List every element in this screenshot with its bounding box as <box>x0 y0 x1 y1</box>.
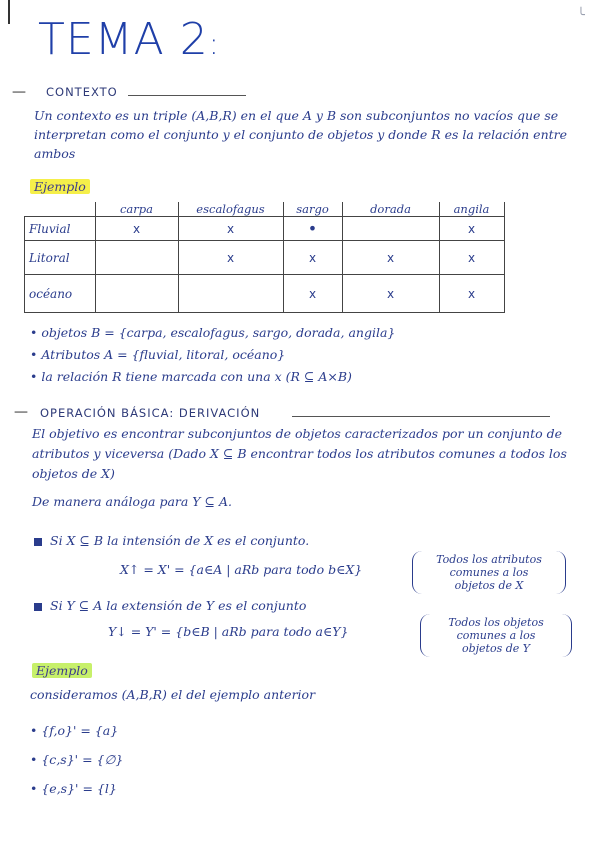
corner-mark: ╰ <box>577 8 585 23</box>
table-row <box>25 275 505 313</box>
list-item: • {c,s}' = {∅} <box>30 752 124 767</box>
extension-line <box>34 598 306 613</box>
contexto-dash: — <box>12 84 26 100</box>
operacion-text: El objetivo es encontrar subconjuntos de objetos caracterizados por un conjunto de atributos y viceversa (Dado X ⊆ B encontrar todos los atributos comunes a todos los objetos de X) <box>32 426 567 481</box>
list-item: • {e,s}' = {l} <box>30 781 117 796</box>
intension-formula: X↑ = X' = {a∈A | aRb para todo b∈X} <box>120 562 363 577</box>
intension-note <box>412 551 566 594</box>
table-row <box>25 217 505 241</box>
table-cell <box>342 217 439 241</box>
list-item: • objetos B = {carpa, escalofagus, sargo, dorada, angila} <box>30 325 396 340</box>
bullet-text: Atributos A = {fluvial, litoral, océano} <box>41 347 286 362</box>
ejemplo2-label <box>32 663 92 678</box>
extension-text: Si Y ⊆ A la extensión de Y es el conjunto <box>50 598 307 613</box>
table-cell: x <box>283 275 342 313</box>
note-line: objetos de Y <box>461 642 531 655</box>
note-line: Todos los atributos <box>436 553 542 566</box>
ejemplo2-block <box>30 686 315 803</box>
ejemplo2-highlight: Ejemplo <box>32 663 92 678</box>
ejemplo2-intro: consideramos (A,B,R) el del ejemplo anterior <box>30 687 316 702</box>
row-header: Litoral <box>25 241 96 275</box>
table-cell: x <box>439 241 504 275</box>
list-item: • la relación R tiene marcada con una x (R ⊆ A×B) <box>30 369 352 384</box>
note-line: comunes a los <box>449 566 529 579</box>
column-header: dorada <box>342 202 439 217</box>
example-derivation: {e,s}' = {l} <box>41 781 117 796</box>
column-header: escalofagus <box>178 202 283 217</box>
ejemplo-highlight: Ejemplo <box>30 179 90 194</box>
table-cell: x <box>342 275 439 313</box>
list-item: • {f,o}' = {a} <box>30 723 119 738</box>
contexto-label: CONTEXTO <box>46 85 118 99</box>
note-line: objetos de X <box>454 579 524 592</box>
table-cell: • <box>283 217 342 241</box>
square-bullet-icon <box>34 538 42 546</box>
column-header: sargo <box>283 202 342 217</box>
table-header-row <box>25 202 505 217</box>
contexto-rule <box>128 95 246 96</box>
table-cell: x <box>95 217 178 241</box>
page-title <box>38 14 220 65</box>
table-row <box>25 241 505 275</box>
note-line: Todos los objetos <box>448 616 544 629</box>
intension-line <box>34 533 309 548</box>
row-header: Fluvial <box>25 217 96 241</box>
column-header: carpa <box>95 202 178 217</box>
page-edge-mark <box>8 0 10 24</box>
contexto-text: Un contexto es un triple (A,B,R) en el que A y B son subconjuntos no vacíos que se interpretan como el conjunto y el conjunto de objetos y donde R es la relación entre ambos <box>34 108 568 161</box>
table-cell: x <box>178 241 283 275</box>
list-item: • Atributos A = {fluvial, litoral, océano} <box>30 347 286 362</box>
row-header: océano <box>25 275 96 313</box>
table-corner <box>25 202 96 217</box>
title-suffix: : <box>208 27 220 62</box>
table-cell: x <box>439 275 504 313</box>
table-cell: x <box>439 217 504 241</box>
operacion-rule <box>292 416 550 417</box>
bullet-text: objetos B = {carpa, escalofagus, sargo, dorada, angila} <box>41 325 396 340</box>
extension-formula: Y↓ = Y' = {b∈B | aRb para todo a∈Y} <box>108 624 349 639</box>
title-main: TEMA 2 <box>38 14 209 65</box>
context-table <box>24 202 505 313</box>
operacion-label: OPERACIÓN BÁSICA: DERIVACIÓN <box>40 406 261 420</box>
note-line: comunes a los <box>456 629 536 642</box>
table-cell <box>95 275 178 313</box>
operacion-dash: — <box>14 404 28 420</box>
table-cell: x <box>283 241 342 275</box>
operacion-analog: De manera análoga para Y ⊆ A. <box>32 494 232 509</box>
table-cell: x <box>178 217 283 241</box>
table-cell <box>95 241 178 275</box>
bullet-text: la relación R tiene marcada con una x (R ⊆ A×B) <box>41 369 352 384</box>
intension-text: Si X ⊆ B la intensión de X es el conjunto. <box>50 533 310 548</box>
example-derivation: {f,o}' = {a} <box>41 723 119 738</box>
column-header: angila <box>439 202 504 217</box>
ejemplo-label <box>30 179 90 194</box>
definition-bullets <box>30 322 570 388</box>
table-cell <box>178 275 283 313</box>
table-cell: x <box>342 241 439 275</box>
extension-note <box>420 614 572 657</box>
example-derivation: {c,s}' = {∅} <box>41 752 124 767</box>
square-bullet-icon <box>34 603 42 611</box>
